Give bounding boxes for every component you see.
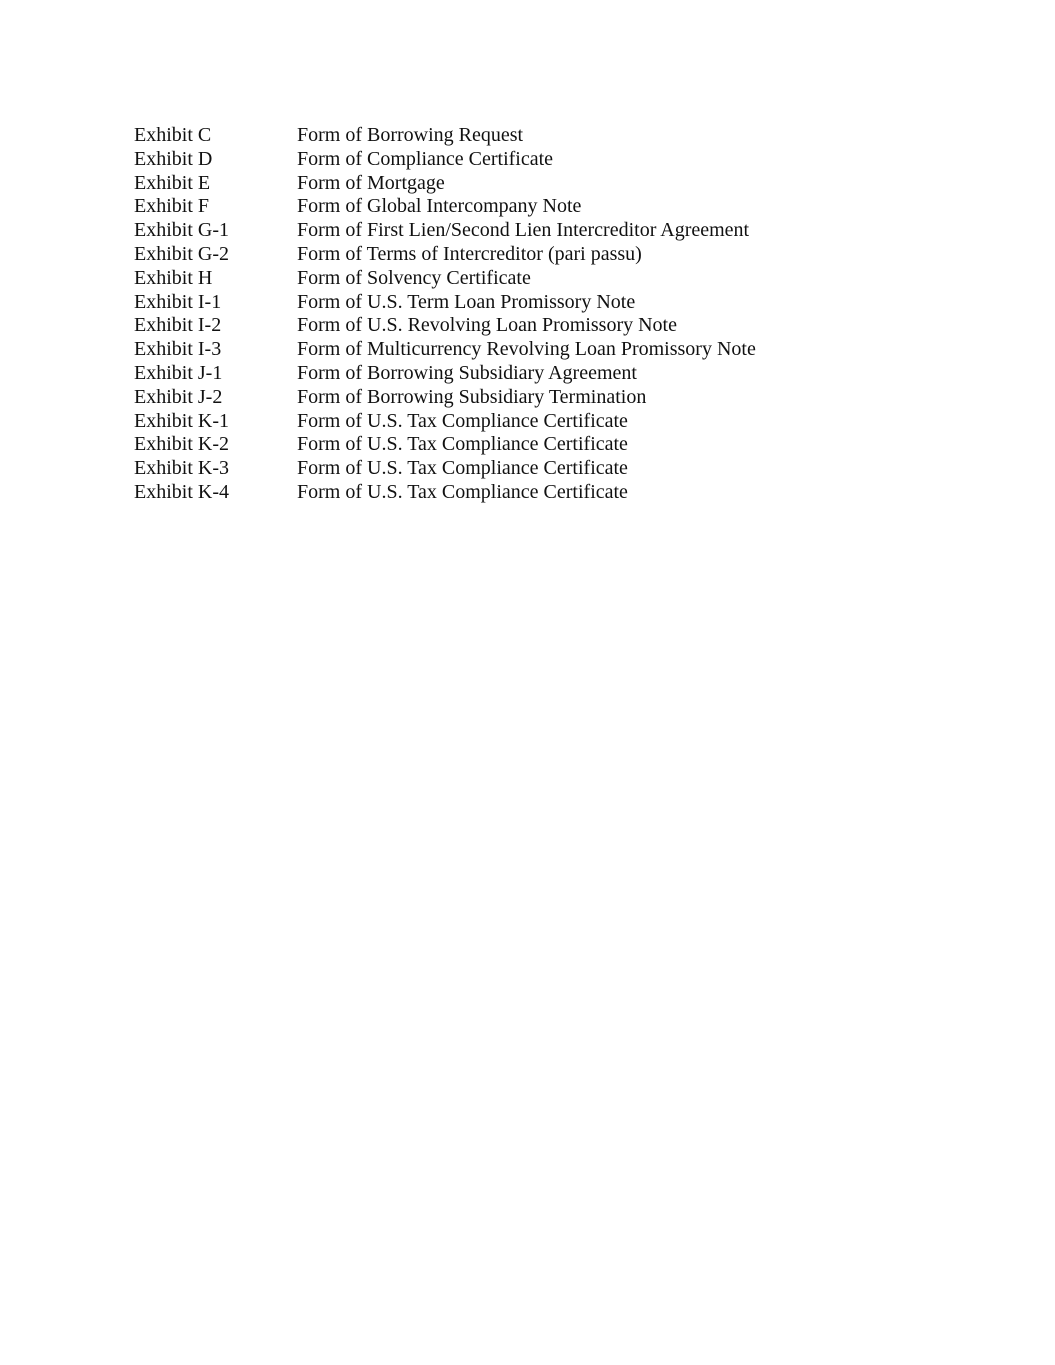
exhibit-row bbox=[134, 433, 756, 457]
exhibit-label: Exhibit I-2 bbox=[134, 314, 222, 337]
exhibit-row bbox=[134, 267, 756, 291]
exhibit-row bbox=[134, 195, 756, 219]
exhibit-title: Form of Mortgage bbox=[297, 171, 445, 194]
exhibit-title: Form of Multicurrency Revolving Loan Promissory Note bbox=[297, 338, 756, 361]
exhibit-label: Exhibit J-1 bbox=[134, 361, 223, 384]
exhibit-title: Form of U.S. Revolving Loan Promissory Note bbox=[297, 314, 677, 337]
exhibit-title: Form of Borrowing Subsidiary Agreement bbox=[297, 361, 637, 384]
exhibit-row bbox=[134, 338, 756, 362]
exhibit-label: Exhibit C bbox=[134, 124, 212, 146]
exhibit-title: Form of U.S. Term Loan Promissory Note bbox=[297, 290, 636, 313]
exhibit-title: Form of Global Intercompany Note bbox=[297, 195, 582, 218]
exhibit-label: Exhibit K-1 bbox=[134, 409, 229, 432]
exhibit-title: Form of U.S. Tax Compliance Certificate bbox=[297, 409, 628, 432]
exhibit-title: Form of U.S. Tax Compliance Certificate bbox=[297, 433, 628, 456]
exhibit-row bbox=[134, 243, 756, 267]
exhibit-title: Form of Borrowing Subsidiary Termination bbox=[297, 385, 647, 408]
exhibit-label: Exhibit F bbox=[134, 195, 210, 218]
exhibit-label: Exhibit K-4 bbox=[134, 480, 229, 503]
exhibit-title: Form of U.S. Tax Compliance Certificate bbox=[297, 457, 628, 480]
exhibit-row bbox=[134, 148, 756, 172]
exhibit-label: Exhibit I-3 bbox=[134, 338, 222, 361]
exhibit-row bbox=[134, 481, 756, 505]
exhibit-label: Exhibit H bbox=[134, 266, 213, 289]
exhibit-title: Form of Solvency Certificate bbox=[297, 266, 531, 289]
exhibit-label: Exhibit I-1 bbox=[134, 290, 222, 313]
exhibit-title: Form of Compliance Certificate bbox=[297, 147, 554, 170]
exhibit-row bbox=[134, 314, 756, 338]
exhibit-row bbox=[134, 219, 756, 243]
exhibit-title: Form of First Lien/Second Lien Intercreditor Agreement bbox=[297, 219, 750, 242]
exhibit-row bbox=[134, 172, 756, 196]
exhibit-row bbox=[134, 124, 756, 148]
exhibit-label: Exhibit E bbox=[134, 171, 211, 194]
exhibit-title: Form of Terms of Intercreditor (pari passu) bbox=[297, 242, 642, 265]
exhibit-row bbox=[134, 457, 756, 481]
exhibit-title: Form of U.S. Tax Compliance Certificate bbox=[297, 480, 628, 503]
exhibit-row bbox=[134, 291, 756, 315]
exhibit-title: Form of Borrowing Request bbox=[297, 124, 524, 146]
exhibit-row bbox=[134, 410, 756, 434]
exhibit-label: Exhibit K-3 bbox=[134, 457, 229, 480]
exhibit-label: Exhibit K-2 bbox=[134, 433, 229, 456]
exhibit-row bbox=[134, 362, 756, 386]
exhibit-label: Exhibit D bbox=[134, 147, 213, 170]
exhibit-label: Exhibit G-2 bbox=[134, 242, 229, 265]
exhibit-row bbox=[134, 386, 756, 410]
exhibit-label: Exhibit G-1 bbox=[134, 219, 229, 242]
exhibit-list bbox=[134, 124, 756, 505]
exhibit-label: Exhibit J-2 bbox=[134, 385, 223, 408]
